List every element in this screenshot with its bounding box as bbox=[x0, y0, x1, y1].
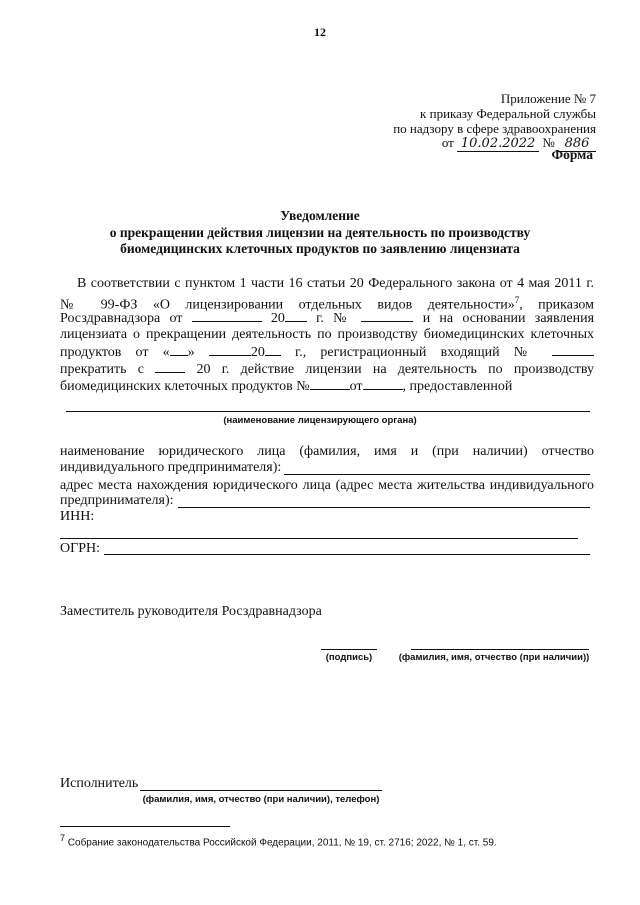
document-subtitle-2: биомедицинских клеточных продуктов по заявлению лицензиата bbox=[120, 241, 520, 256]
entity-name-label-1: наименование юридического лица (фамилия, имя и (при наличии) отчество bbox=[60, 444, 594, 459]
document-subtitle-1: о прекращении действия лицензии на деятельность по производству bbox=[109, 225, 531, 240]
fio-caption: (фамилия, имя, отчество (при наличии)) bbox=[398, 652, 590, 663]
appendix-line-2: к приказу Федеральной службы bbox=[420, 106, 596, 121]
footnote-mark: 7 bbox=[60, 833, 66, 843]
entity-address-label-1: адрес места нахождения юридического лица (адрес места жительства индивидуального bbox=[60, 478, 594, 493]
handwritten-date: 10.02.2022 bbox=[457, 136, 539, 152]
date-prefix: от bbox=[441, 135, 454, 150]
number-prefix: № bbox=[542, 135, 555, 150]
executor-field[interactable] bbox=[140, 790, 382, 791]
ogrn-field[interactable] bbox=[104, 554, 590, 555]
body-line-5: продуктов от « » 20 г., регистрационный входящий № bbox=[60, 343, 594, 360]
footnote-text: Собрание законодательства Российской Федерации, 2011, № 19, ст. 2716; 2022, № 1, ст. 59. bbox=[67, 837, 497, 849]
body-line-2: № 99-ФЗ «О лицензировании отдельных видов деятельности»$^7$, приказом bbox=[60, 295, 594, 313]
footnote-ref: 7 bbox=[514, 295, 520, 305]
signatory-title: Заместитель руководителя Росздравнадзора bbox=[60, 604, 322, 619]
signature-caption: (подпись) bbox=[325, 652, 373, 663]
signature-field[interactable] bbox=[321, 649, 377, 650]
inn-label: ИНН: bbox=[60, 509, 95, 524]
executor-label: Исполнитель bbox=[60, 776, 139, 791]
ogrn-label: ОГРН: bbox=[60, 541, 100, 556]
form-label: Форма bbox=[551, 147, 593, 162]
appendix-line-3: по надзору в сфере здравоохранения bbox=[393, 121, 596, 136]
entity-address-field[interactable] bbox=[178, 507, 590, 508]
authority-field-line[interactable] bbox=[66, 411, 590, 412]
body-line-1: В соответствии с пунктом 1 части 16 статьи 20 Федерального закона от 4 мая 2011 г. bbox=[77, 276, 594, 291]
fio-field[interactable] bbox=[411, 649, 589, 650]
page-number: 12 bbox=[314, 25, 326, 39]
appendix-line-1: Приложение № 7 bbox=[500, 91, 596, 106]
inn-field[interactable] bbox=[60, 538, 578, 539]
footnote bbox=[60, 833, 497, 848]
body-line-3: Росздравнадзора от 20 г. № и на основании заявления bbox=[60, 311, 595, 326]
entity-address-label-2: предпринимателя): bbox=[60, 493, 174, 508]
entity-name-field[interactable] bbox=[284, 474, 590, 475]
body-line-4: лицензиата о прекращении деятельность по производству биомедицинских клеточных bbox=[60, 327, 594, 342]
authority-caption: (наименование лицензирующего органа) bbox=[223, 415, 417, 426]
entity-name-label-2: индивидуального предпринимателя): bbox=[60, 460, 282, 475]
body-line-7: биомедицинских клеточных продуктов № от , предоставленной bbox=[60, 379, 513, 394]
body-line-6: прекратить с 20 г. действие лицензии на деятельность по производству bbox=[60, 362, 595, 377]
document-title: Уведомление bbox=[280, 208, 360, 223]
executor-caption: (фамилия, имя, отчество (при наличии), телефон) bbox=[142, 794, 380, 805]
footnote-separator bbox=[60, 826, 230, 827]
handwritten-number: 886 bbox=[558, 136, 596, 152]
